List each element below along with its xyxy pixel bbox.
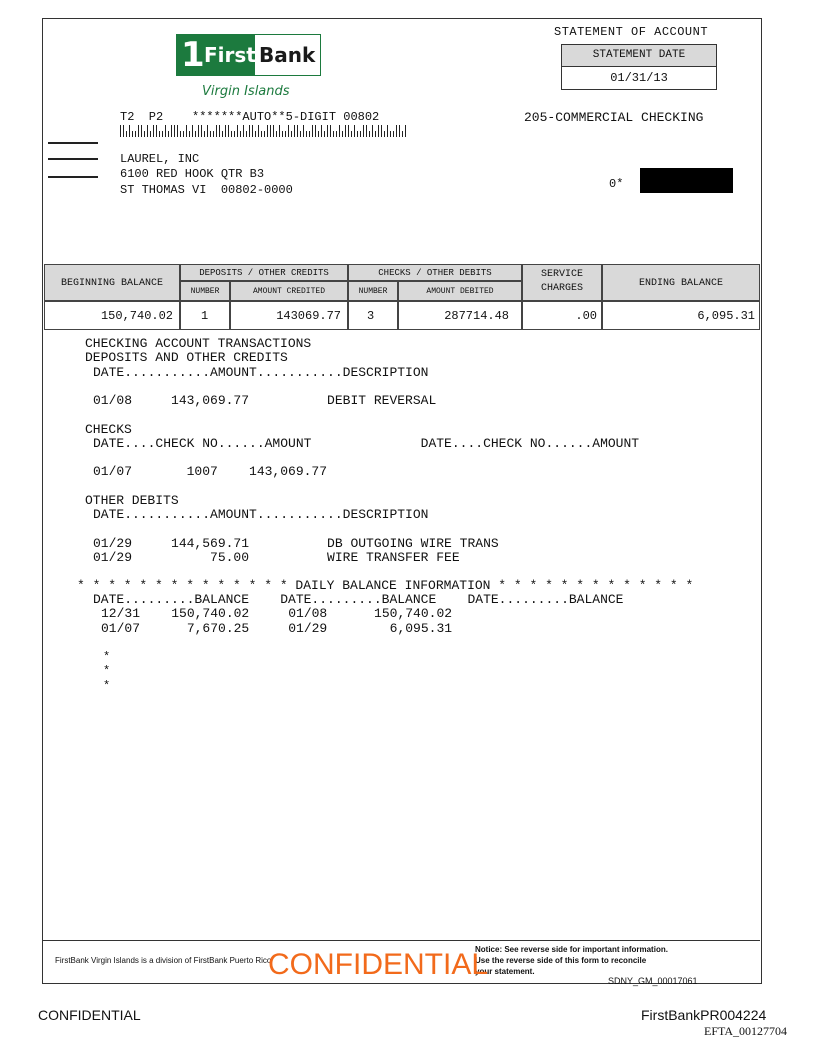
- barcode-bar: [372, 125, 373, 137]
- notice-line: Notice: See reverse side for important information.: [475, 945, 668, 954]
- barcode-bar: [327, 125, 328, 137]
- barcode-bar: [357, 131, 358, 137]
- footer-rule: [42, 940, 760, 941]
- barcode-bar: [309, 131, 310, 137]
- barcode-bar: [369, 131, 370, 137]
- barcode-bar: [330, 125, 331, 137]
- barcode-bar: [204, 131, 205, 137]
- barcode-bar: [159, 131, 160, 137]
- other-debits-columns: DATE...........AMOUNT...........DESCRIPTION: [93, 507, 429, 522]
- barcode-bar: [288, 125, 289, 137]
- checks-header: CHECKS / OTHER DEBITS: [348, 264, 522, 281]
- barcode-bar: [174, 125, 175, 137]
- barcode-bar: [375, 131, 376, 137]
- barcode-bar: [246, 131, 247, 137]
- barcode-bar: [126, 131, 127, 137]
- checks-columns: DATE....CHECK NO......AMOUNT DATE....CHECK NO......AMOUNT: [93, 436, 640, 451]
- barcode-bar: [120, 125, 121, 137]
- barcode-bar: [231, 131, 232, 137]
- deposits-header: DEPOSITS / OTHER CREDITS: [180, 264, 348, 281]
- barcode-bar: [252, 125, 253, 137]
- deposits-number-value: 1: [180, 301, 230, 330]
- checks-number-header: NUMBER: [348, 281, 398, 301]
- barcode-bar: [249, 125, 250, 137]
- beginning-balance-header: BEGINNING BALANCE: [44, 264, 180, 301]
- daily-balance-banner: * * * * * * * * * * * * * * DAILY BALANCE INFORMATION * * * * * * * * * * * * *: [77, 578, 694, 593]
- barcode-bar: [393, 131, 394, 137]
- account-number-prefix: 0*: [609, 177, 624, 191]
- daily-balance-row: 12/31 150,740.02 01/08 150,740.02: [101, 606, 453, 621]
- barcode-bar: [405, 125, 406, 137]
- amount-credited-header: AMOUNT CREDITED: [230, 281, 348, 301]
- barcode-bar: [306, 131, 307, 137]
- barcode-bar: [273, 125, 274, 137]
- barcode-bar: [180, 131, 181, 137]
- barcode-bar: [132, 131, 133, 137]
- barcode-bar: [225, 125, 226, 137]
- barcode-bar: [129, 125, 130, 137]
- end-marker: *: [103, 664, 111, 678]
- redacted-account-number: [640, 168, 733, 193]
- checks-number-value: 3: [348, 301, 398, 330]
- barcode-bar: [264, 131, 265, 137]
- barcode-bar: [333, 131, 334, 137]
- bates-number: FirstBankPR004224: [641, 1007, 767, 1023]
- customer-address-1: 6100 RED HOOK QTR B3: [120, 167, 265, 181]
- barcode-bar: [276, 131, 277, 137]
- logo-subtitle: Virgin Islands: [202, 84, 290, 99]
- customer-name: LAUREL, INC: [120, 152, 200, 166]
- daily-balance-row: 01/07 7,670.25 01/29 6,095.31: [101, 621, 453, 636]
- barcode-bar: [345, 125, 346, 137]
- barcode-bar: [339, 125, 340, 137]
- barcode-bar: [186, 125, 187, 137]
- barcode-bar: [384, 131, 385, 137]
- firstbank-logo: [176, 34, 321, 76]
- barcode-bar: [363, 125, 364, 137]
- statement-date-value: 01/31/13: [610, 71, 668, 85]
- account-type: 205-COMMERCIAL CHECKING: [524, 110, 704, 125]
- daily-balance-columns: DATE.........BALANCE DATE.........BALANCE DATE.........BALANCE: [93, 592, 624, 607]
- barcode-bar: [207, 125, 208, 137]
- barcode-bar: [294, 125, 295, 137]
- barcode-bar: [378, 125, 379, 137]
- end-marker: *: [103, 679, 111, 693]
- deposits-heading: DEPOSITS AND OTHER CREDITS: [85, 350, 288, 365]
- barcode-bar: [216, 125, 217, 137]
- service-charges-header: SERVICE CHARGES: [522, 264, 602, 301]
- statement-date-box: [561, 44, 717, 90]
- service-charges-value: .00: [522, 301, 602, 330]
- check-row: 01/07 1007 143,069.77: [93, 464, 328, 479]
- fold-mark: [48, 158, 98, 160]
- barcode-bar: [189, 131, 190, 137]
- statement-date-label: STATEMENT DATE: [562, 45, 716, 67]
- ending-balance-value: 6,095.31: [602, 301, 760, 330]
- barcode-bar: [156, 125, 157, 137]
- beginning-balance-value: 150,740.02: [44, 301, 180, 330]
- amount-debited-value: 287714.48: [398, 301, 522, 330]
- notice-line: your statement.: [475, 967, 535, 976]
- logo-first-text: First: [204, 43, 256, 67]
- barcode-bar: [303, 125, 304, 137]
- barcode-bar: [162, 131, 163, 137]
- barcode-bar: [177, 125, 178, 137]
- confidential-watermark: CONFIDENTIAL: [268, 948, 489, 981]
- barcode-bar: [324, 131, 325, 137]
- barcode-bar: [165, 125, 166, 137]
- barcode-bar: [342, 131, 343, 137]
- amount-debited-header: AMOUNT DEBITED: [398, 281, 522, 301]
- barcode-bar: [135, 131, 136, 137]
- barcode-bar: [261, 131, 262, 137]
- barcode-bar: [396, 125, 397, 137]
- debit-row: 01/29 75.00 WIRE TRANSFER FEE: [93, 550, 460, 565]
- barcode-bar: [255, 131, 256, 137]
- mail-route-line: T2 P2 *******AUTO**5-DIGIT 00802: [120, 110, 380, 124]
- barcode-bar: [282, 131, 283, 137]
- barcode-bar: [291, 131, 292, 137]
- barcode-bar: [366, 125, 367, 137]
- barcode-bar: [243, 125, 244, 137]
- barcode-bar: [390, 131, 391, 137]
- barcode-bar: [213, 131, 214, 137]
- barcode-bar: [387, 125, 388, 137]
- fold-mark: [48, 142, 98, 144]
- barcode-bar: [336, 131, 337, 137]
- fold-mark: [48, 176, 98, 178]
- barcode-bar: [195, 131, 196, 137]
- barcode-bar: [210, 131, 211, 137]
- division-note: FirstBank Virgin Islands is a division of FirstBank Puerto Rico: [55, 956, 272, 965]
- barcode-bar: [315, 125, 316, 137]
- barcode-bar: [144, 131, 145, 137]
- barcode-bar: [285, 131, 286, 137]
- barcode-bar: [270, 125, 271, 137]
- barcode-bar: [201, 125, 202, 137]
- barcode-bar: [399, 125, 400, 137]
- barcode-bar: [153, 125, 154, 137]
- postal-barcode: [120, 125, 407, 137]
- barcode-bar: [348, 125, 349, 137]
- barcode-bar: [198, 125, 199, 137]
- barcode-bar: [312, 125, 313, 137]
- statement-title: STATEMENT OF ACCOUNT: [554, 25, 709, 39]
- barcode-bar: [351, 131, 352, 137]
- barcode-bar: [267, 125, 268, 137]
- confidential-label: CONFIDENTIAL: [38, 1007, 141, 1023]
- other-debits-heading: OTHER DEBITS: [85, 493, 179, 508]
- reverse-side-notice: [475, 944, 668, 977]
- barcode-bar: [354, 125, 355, 137]
- barcode-bar: [234, 131, 235, 137]
- checks-heading: CHECKS: [85, 422, 132, 437]
- barcode-bar: [360, 131, 361, 137]
- debit-row: 01/29 144,569.71 DB OUTGOING WIRE TRANS: [93, 536, 499, 551]
- barcode-bar: [240, 131, 241, 137]
- barcode-bar: [168, 131, 169, 137]
- barcode-bar: [279, 125, 280, 137]
- barcode-bar: [147, 125, 148, 137]
- barcode-bar: [321, 125, 322, 137]
- barcode-bar: [183, 131, 184, 137]
- barcode-bar: [318, 131, 319, 137]
- barcode-bar: [192, 125, 193, 137]
- barcode-bar: [237, 125, 238, 137]
- ending-balance-header: ENDING BALANCE: [602, 264, 760, 301]
- barcode-bar: [171, 125, 172, 137]
- account-summary-table: [44, 264, 760, 330]
- barcode-bar: [141, 125, 142, 137]
- barcode-bar: [219, 125, 220, 137]
- barcode-bar: [381, 125, 382, 137]
- barcode-bar: [228, 125, 229, 137]
- efta-number: EFTA_00127704: [704, 1024, 788, 1038]
- barcode-bar: [123, 125, 124, 137]
- barcode-bar: [297, 125, 298, 137]
- barcode-bar: [402, 131, 403, 137]
- end-marker: *: [103, 650, 111, 664]
- logo-bank-text: Bank: [259, 43, 316, 67]
- amount-credited-value: 143069.77: [230, 301, 348, 330]
- barcode-bar: [138, 125, 139, 137]
- deposits-columns: DATE...........AMOUNT...........DESCRIPTION: [93, 365, 429, 380]
- barcode-bar: [258, 125, 259, 137]
- barcode-bar: [150, 131, 151, 137]
- notice-line: Use the reverse side of this form to reconcile: [475, 956, 647, 965]
- deposits-number-header: NUMBER: [180, 281, 230, 301]
- customer-address-2: ST THOMAS VI 00802-0000: [120, 183, 293, 197]
- barcode-bar: [300, 131, 301, 137]
- deposit-row: 01/08 143,069.77 DEBIT REVERSAL: [93, 393, 437, 408]
- transactions-heading: CHECKING ACCOUNT TRANSACTIONS: [85, 336, 312, 351]
- sdny-stamp: SDNY_GM_00017061: [608, 976, 698, 986]
- barcode-bar: [222, 131, 223, 137]
- logo-numeral: 1: [181, 35, 205, 75]
